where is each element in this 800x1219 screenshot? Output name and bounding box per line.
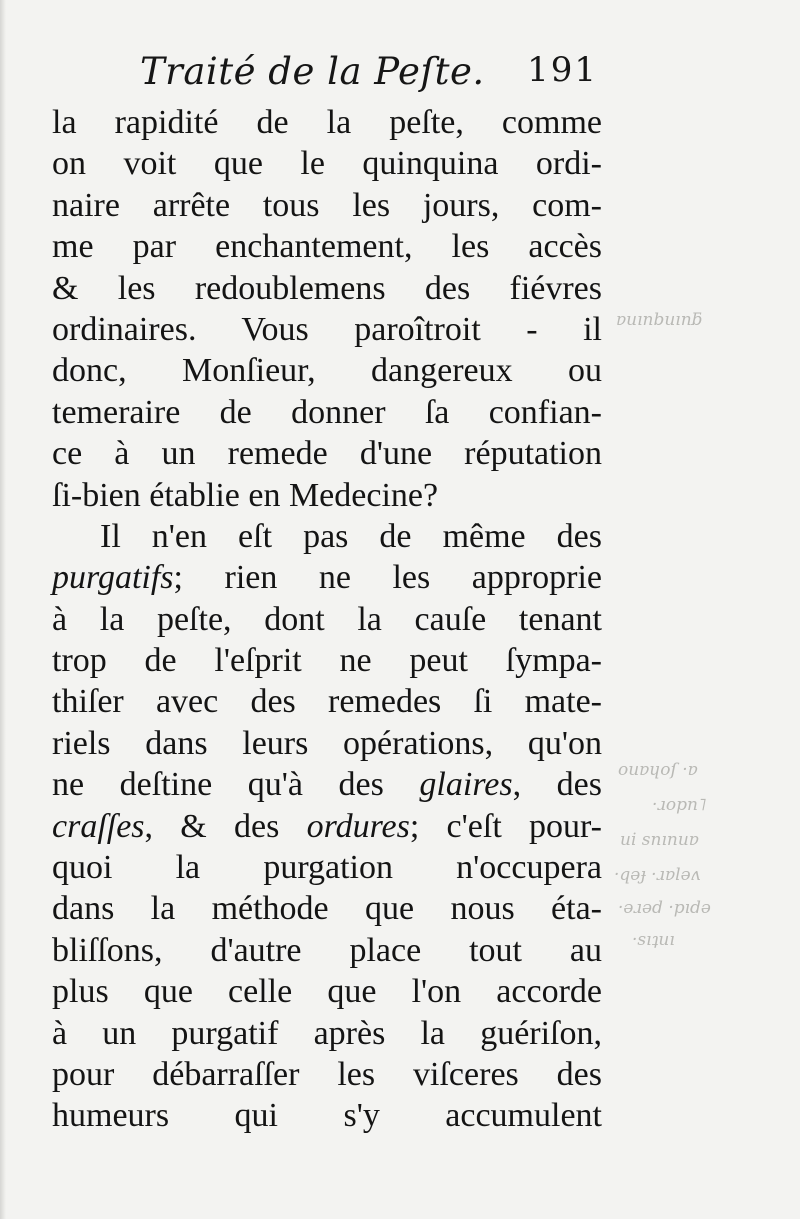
text-line: me par enchantement, les accès: [52, 228, 602, 266]
text-line: plus que celle que l'on accorde: [52, 973, 602, 1011]
bleed-through-margin: [612, 0, 800, 1219]
text-line: ſi-bien établie en Medecine?: [52, 476, 439, 514]
text-line: riels dans leurs opérations, qu'on: [52, 724, 602, 762]
italic-word: ordures: [306, 807, 410, 845]
paragraph-start-line: Il n'en eſt pas de même des: [100, 517, 602, 555]
text-line: la rapidité de la peſte, comme: [52, 104, 602, 141]
text-line: quoi la purgation n'occupera: [52, 849, 602, 887]
text-line: à un purgatif après la guériſon,: [52, 1014, 602, 1052]
bleed-glyph: ɐuınbuınƃ: [616, 310, 703, 330]
text-line: trop de l'eſprit ne peut ſympa-: [52, 642, 602, 680]
text-line: humeurs qui s'y accumulent: [52, 1097, 602, 1135]
text-line: ce à un remede d'une réputation: [52, 435, 602, 473]
text-line: ordinaires. Vous paroîtroit - il: [52, 310, 602, 348]
text-line: dans la méthode que nous éta-: [52, 890, 602, 928]
bleed-glyph: ·ɹopn˥: [652, 795, 707, 815]
page-number: 191: [527, 50, 598, 90]
text-line-italic: ne deſtine qu'à des glaires, des: [52, 766, 602, 804]
text-line: naire arrête tous les jours, com-: [52, 186, 602, 224]
body-text: [52, 102, 602, 1137]
bleed-glyph: ·sıʇuı: [632, 930, 675, 950]
text-line: donc, Monſieur, dangereux ou: [52, 352, 602, 390]
running-title: Traité de la Peſte.: [140, 50, 485, 93]
italic-word: glaires: [419, 766, 513, 804]
text-line: temeraire de donner ſa confian-: [52, 393, 602, 431]
italic-word: craſſes: [52, 807, 145, 845]
bleed-glyph: ·qəɟ ·ɹɐləʌ: [614, 865, 701, 885]
text-line-italic: craſſes, & des ordures; c'eſt pour-: [52, 807, 602, 845]
bleed-glyph: ·əɹəd ·pıdə: [618, 898, 711, 918]
text-line: on voit que le quinquina ordi-: [52, 145, 602, 183]
italic-word: purgatifs: [52, 559, 174, 597]
text-line: pour débarraſſer les viſceres des: [52, 1055, 602, 1093]
text-line: thiſer avec des remedes ſi mate-: [52, 683, 602, 721]
page-header: [140, 50, 600, 94]
text-line-italic: purgatifs; rien ne les approprie: [52, 559, 602, 597]
page-gutter-shadow: [0, 0, 6, 1219]
text-line: & les redoublemens des fiévres: [52, 269, 602, 307]
text-line: bliſſons, d'autre place tout au: [52, 931, 602, 969]
bleed-glyph: ouɐɥoſ ·ɐ: [618, 760, 698, 780]
text-line: à la peſte, dont la cauſe tenant: [52, 600, 602, 638]
bleed-glyph: ui snınuɐ: [620, 830, 699, 850]
